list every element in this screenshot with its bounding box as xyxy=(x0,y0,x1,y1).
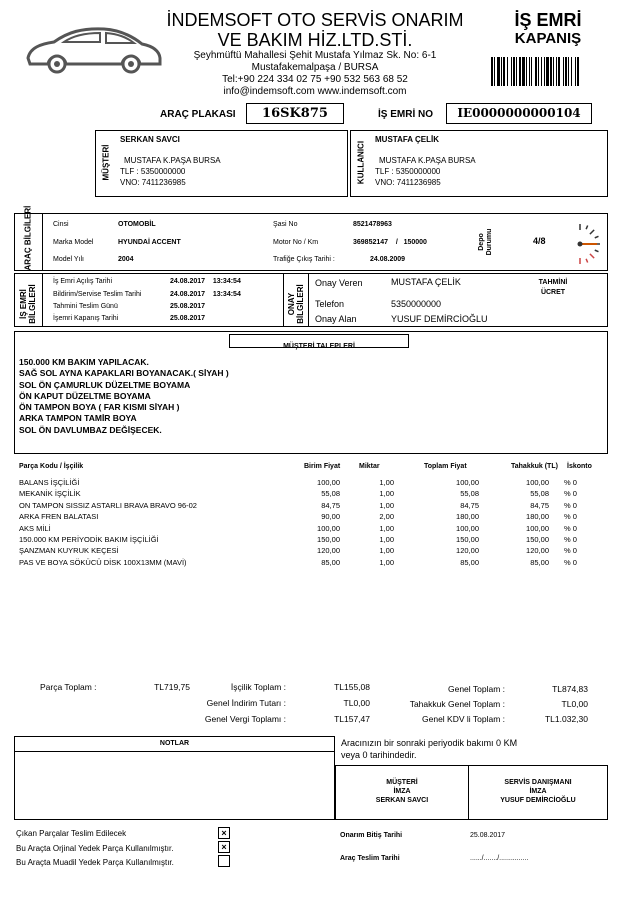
user-phone: TLF : 5350000000 xyxy=(375,167,441,176)
job-box xyxy=(14,273,608,327)
check-label-1: Çıkan Parçalar Teslim Edilecek xyxy=(16,829,127,838)
fuel-label-1: Depo xyxy=(478,233,485,251)
table-cell: 1,00 xyxy=(379,557,394,567)
table-cell: ARKA FREN BALATASI xyxy=(19,512,99,522)
motor-value: 369852147 / 150000 xyxy=(353,239,427,246)
table-cell: 150.000 KM PERİYODİK BAKIM İŞÇİLİĞİ xyxy=(19,535,159,544)
cins-value: OTOMOBİL xyxy=(118,221,156,228)
fuel-label xyxy=(478,222,494,262)
company-name-2: VE BAKIM HİZ.LTD.STİ. xyxy=(217,30,413,50)
table-cell: 150,00 xyxy=(526,535,549,544)
handover-date-label: Araç Teslim Tarihi xyxy=(340,855,400,862)
gauge-tick xyxy=(586,226,588,230)
notes-title: NOTLAR xyxy=(159,740,190,747)
barcode-bar xyxy=(568,57,569,86)
barcode-bar xyxy=(575,57,576,86)
table-cell: 100,00 xyxy=(526,523,549,533)
parts-header-cell: Parça Kodu / İşçilik xyxy=(19,463,84,470)
table-cell: 120,00 xyxy=(456,546,479,556)
next-service-1: Aracınızın bir sonraki periyodik bakımı 0 KM xyxy=(341,738,518,748)
table-cell: 85,00 xyxy=(460,557,479,567)
user-address: MUSTAFA K.PAŞA BURSA xyxy=(379,156,476,165)
table-cell: 150,00 xyxy=(317,535,340,544)
table-cell: 55,08 xyxy=(321,489,340,499)
table-cell: 84,75 xyxy=(460,500,479,510)
table-cell: MEKANİK İŞÇİLİK xyxy=(19,489,81,499)
customer-sign-box xyxy=(335,765,469,820)
barcode-bar xyxy=(550,57,552,86)
barcode-bar xyxy=(507,57,508,86)
traffic-value: 24.08.2009 xyxy=(370,256,406,263)
table-cell: 1,00 xyxy=(379,489,394,499)
table-cell: % 0 xyxy=(564,523,577,533)
plate-label: ARAÇ PLAKASI xyxy=(160,109,236,120)
table-cell: % 0 xyxy=(564,512,577,522)
request-line: SOL ÖN ÇAMURLUK DÜZELTME BOYAMA xyxy=(19,379,191,390)
table-cell: % 0 xyxy=(564,546,577,556)
company-web: info@indemsoft.com www.indemsoft.com xyxy=(223,86,407,97)
order-no-box xyxy=(446,103,592,124)
finish-date-label: Onarım Bitiş Tarihi xyxy=(340,832,403,839)
customer-side-label: MÜŞTERİ xyxy=(101,144,111,181)
table-cell: 85,00 xyxy=(530,557,549,567)
table-cell: % 0 xyxy=(564,557,577,567)
gauge-tick xyxy=(590,230,594,234)
table-cell: ON TAMPON SISSIZ ASTARLI BRAVA BRAVO 96-02 xyxy=(19,500,197,510)
barcode-bar xyxy=(494,57,495,86)
marka-value: HYUNDAİ ACCENT xyxy=(118,239,181,246)
table-cell: 120,00 xyxy=(526,546,549,556)
table-cell: 100,00 xyxy=(456,523,479,533)
vehicle-box xyxy=(14,205,608,271)
table-cell: PAS VE BOYA SÖKÜCÜ DİSK 100X13MM (MAVİ) xyxy=(19,557,187,567)
barcode-bar xyxy=(538,57,539,86)
estimated-date-label: Tahmini Teslim Günü xyxy=(53,303,118,310)
totals xyxy=(0,680,628,730)
barcode-bar xyxy=(558,57,560,86)
table-row xyxy=(14,558,608,569)
table-cell: 85,00 xyxy=(321,557,340,567)
check-box-3[interactable] xyxy=(218,855,230,867)
parts-header-cell: İskonto xyxy=(567,463,592,470)
gauge-tick xyxy=(595,236,599,238)
approval-taker-label: Onay Alan xyxy=(315,314,357,324)
barcode-bar xyxy=(516,57,517,86)
user-vno: VNO: 7411236985 xyxy=(375,178,441,187)
barcode-bar xyxy=(531,57,532,86)
customer-name: SERKAN SAVCI xyxy=(120,135,180,144)
table-cell: % 0 xyxy=(564,478,577,487)
request-line: ÖN KAPUT DÜZELTME BOYAMA xyxy=(19,390,151,401)
chassis-value: 8521478963 xyxy=(353,221,392,228)
barcode-bar xyxy=(529,57,530,86)
parts-header-cell: Miktar xyxy=(359,463,380,470)
barcode-bar xyxy=(565,57,567,86)
table-cell: ŞANZMAN KUYRUK KEÇESİ xyxy=(19,546,119,556)
parts-header-cell: Tahakkuk (TL) xyxy=(511,463,558,470)
approval-phone-value: 5350000000 xyxy=(391,299,442,309)
table-cell: 84,75 xyxy=(321,500,340,510)
request-line: ÖN TAMPON BOYA ( FAR KISMI SİYAH ) xyxy=(19,402,180,413)
accrual-total-label: Tahakkuk Genel Toplam : xyxy=(409,699,505,709)
tax-total-label: Genel Vergi Toplamı : xyxy=(204,714,286,724)
table-cell: 2,00 xyxy=(379,512,394,522)
requests-title xyxy=(229,334,409,348)
check-label-3: Bu Araçta Muadil Yedek Parça Kullanılmıştır. xyxy=(16,858,174,867)
barcode-bar xyxy=(522,57,525,86)
company-city: Mustafakemalpaşa / BURSA xyxy=(251,62,379,73)
plate-box xyxy=(246,103,344,124)
labor-total-value: TL155,08 xyxy=(334,682,370,692)
table-cell: 100,00 xyxy=(526,478,549,487)
year-value: 2004 xyxy=(118,256,134,263)
chassis-label: Şasi No xyxy=(273,221,298,228)
delivery-date-label: Bildirim/Servise Teslim Tarihi xyxy=(53,291,142,298)
gauge-tick xyxy=(595,250,599,252)
table-row xyxy=(14,478,608,489)
barcode-bar xyxy=(563,57,564,86)
close-date-value: 25.08.2017 xyxy=(170,315,206,322)
check-label-2: Bu Araçta Orjinal Yedek Parça Kullanılmıştır. xyxy=(16,844,174,853)
parts-header xyxy=(14,463,608,474)
labor-total-label: İşçilik Toplam : xyxy=(230,682,286,692)
user-box xyxy=(350,130,608,197)
table-cell: 55,08 xyxy=(460,489,479,499)
barcode-bar xyxy=(511,57,512,86)
table-cell: 1,00 xyxy=(379,500,394,510)
table-cell: 90,00 xyxy=(321,512,340,522)
customer-sign-label: İMZA xyxy=(393,788,411,795)
table-row xyxy=(14,546,608,557)
barcode-bar xyxy=(519,57,521,86)
advisor-sign-label: İMZA xyxy=(529,788,547,795)
request-line: SAĞ SOL AYNA KAPAKLARI BOYANACAK.( SİYAH ) xyxy=(19,368,229,379)
customer-box xyxy=(95,130,348,197)
barcode xyxy=(490,57,605,86)
barcode-bar xyxy=(535,57,537,86)
table-cell: 1,00 xyxy=(379,478,394,487)
request-line: ARKA TAMPON TAMİR BOYA xyxy=(19,413,137,424)
customer-sign-name: SERKAN SAVCI xyxy=(375,797,429,804)
table-cell: 180,00 xyxy=(526,512,549,522)
customer-address: MUSTAFA K.PAŞA BURSA xyxy=(124,156,221,165)
finish-date-value: 25.08.2017 xyxy=(470,832,506,839)
motor-label: Motor No / Km xyxy=(273,239,319,246)
fuel-gauge-icon xyxy=(555,217,605,267)
vat-total-value: TL1.032,30 xyxy=(544,714,588,724)
parts-total-value: TL719,75 xyxy=(154,682,190,692)
table-cell: % 0 xyxy=(564,500,577,510)
doc-subtitle: KAPANIŞ xyxy=(514,30,582,47)
table-row xyxy=(14,489,608,500)
barcode-bar xyxy=(501,57,502,86)
barcode-bar xyxy=(553,57,554,86)
year-label: Model Yılı xyxy=(53,256,84,263)
barcode-bar xyxy=(513,57,515,86)
table-row xyxy=(14,501,608,512)
gauge-tick xyxy=(590,254,594,258)
requests-box xyxy=(14,331,608,454)
cins-label: Cinsi xyxy=(53,221,69,228)
user-name: MUSTAFA ÇELİK xyxy=(375,135,439,144)
parts-table xyxy=(14,463,608,583)
open-date-value: 24.08.2017 13:34:54 xyxy=(170,278,241,285)
discount-label: Genel İndirim Tutarı : xyxy=(206,698,286,708)
table-cell: AKS MİLİ xyxy=(19,523,51,533)
plate-value: 16SK875 xyxy=(262,106,328,121)
table-cell: 1,00 xyxy=(379,523,394,533)
table-cell: BALANS İŞÇİLİĞİ xyxy=(19,478,80,487)
advisor-sign-title: SERVİS DANIŞMANI xyxy=(504,779,572,786)
estimate-label-2: ÜCRET xyxy=(540,289,566,296)
tax-total-value: TL157,47 xyxy=(334,714,370,724)
customer-phone: TLF : 5350000000 xyxy=(120,167,186,176)
company-address: Şeyhmüftü Mahallesi Şehit Mustafa Yılmaz Sk. No: 6-1 xyxy=(193,50,437,61)
request-line: 150.000 KM BAKIM YAPILACAK. xyxy=(19,357,149,367)
parts-header-cell: Toplam Fiyat xyxy=(424,463,467,470)
approver-value: MUSTAFA ÇELİK xyxy=(391,277,461,287)
table-cell: 100,00 xyxy=(317,478,340,487)
check-box-2[interactable]: × xyxy=(218,841,230,853)
advisor-sign-box xyxy=(468,765,608,820)
table-cell: % 0 xyxy=(564,489,577,499)
table-cell: 100,00 xyxy=(456,478,479,487)
barcode-bar xyxy=(541,57,542,86)
user-side-label: KULLANICI xyxy=(356,140,366,185)
parts-total-label: Parça Toplam : xyxy=(40,682,97,692)
grand-total-value: TL874,83 xyxy=(552,684,588,694)
job-side-label: İŞ EMRİ BİLGİLERİ xyxy=(19,284,37,324)
delivery-date-value: 24.08.2017 13:34:54 xyxy=(170,291,241,298)
order-no-label: İŞ EMRİ NO xyxy=(378,109,434,120)
order-no-value: IE0000000000104 xyxy=(457,106,581,120)
barcode-bar xyxy=(497,57,500,86)
advisor-sign-name: YUSUF DEMİRCİOĞLU xyxy=(500,797,576,804)
fuel-label-2: Durumu xyxy=(486,228,493,256)
vehicle-side-label: ARAÇ BİLGİLERİ xyxy=(23,205,33,271)
table-row xyxy=(14,512,608,523)
barcode-bar xyxy=(491,57,493,86)
requests-list xyxy=(19,357,229,436)
company-name: İNDEMSOFT OTO SERVİS ONARIM xyxy=(166,10,464,30)
accrual-total-value: TL0,00 xyxy=(561,699,588,709)
barcode-bar xyxy=(546,57,549,86)
table-cell: 120,00 xyxy=(317,546,340,556)
customer-sign-title: MÜŞTERİ xyxy=(386,779,418,786)
table-cell: 150,00 xyxy=(456,535,479,544)
check-box-1[interactable]: × xyxy=(218,827,230,839)
table-cell: 55,08 xyxy=(530,489,549,499)
table-cell: 100,00 xyxy=(317,523,340,533)
table-row xyxy=(14,535,608,546)
barcode-bar xyxy=(544,57,545,86)
barcode-bar xyxy=(503,57,505,86)
gauge-hub xyxy=(578,242,583,247)
gauge-tick xyxy=(586,259,588,263)
table-row xyxy=(14,524,608,535)
discount-value: TL0,00 xyxy=(343,698,370,708)
handover-date-value: ....../......./............... xyxy=(470,855,529,862)
barcode-bar xyxy=(577,57,579,86)
open-date-label: İş Emri Açılış Tarihi xyxy=(53,278,112,285)
estimate-label-1: TAHMİNİ xyxy=(538,279,568,286)
table-cell: % 0 xyxy=(564,535,577,544)
traffic-label: Trafiğe Çıkış Tarihi : xyxy=(273,256,335,263)
table-cell: 84,75 xyxy=(530,500,549,510)
notes-box xyxy=(14,736,335,820)
barcode-bar xyxy=(556,57,557,86)
vat-total-label: Genel KDV li Toplam : xyxy=(422,714,505,724)
customer-vno: VNO: 7411236985 xyxy=(120,178,186,187)
estimated-date-value: 25.08.2017 xyxy=(170,303,206,310)
barcode-bar xyxy=(571,57,572,86)
close-date-label: İşemri Kapanış Tarihi xyxy=(53,315,119,322)
request-line: SOL ÖN DAVLUMBAZ DEĞİŞECEK. xyxy=(19,424,162,435)
grand-total-label: Genel Toplam : xyxy=(447,684,505,694)
car-logo-icon xyxy=(20,18,165,80)
doc-title: İŞ EMRİ xyxy=(514,10,582,30)
company-phone: Tel:+90 224 334 02 75 +90 532 563 68 52 xyxy=(222,74,408,85)
table-cell: 1,00 xyxy=(379,546,394,556)
approval-phone-label: Telefon xyxy=(315,299,345,309)
next-service-2: veya 0 tarihindedir. xyxy=(341,750,417,760)
parts-header-cell: Birim Fiyat xyxy=(304,463,341,470)
barcode-bar xyxy=(526,57,527,86)
approver-label: Onay Veren xyxy=(315,278,363,288)
approval-side-label: ONAY BİLGİLERİ xyxy=(287,284,305,324)
fuel-value: 4/8 xyxy=(533,236,546,246)
approval-taker-value: YUSUF DEMİRCİOĞLU xyxy=(391,314,488,324)
table-cell: 1,00 xyxy=(379,535,394,544)
requests-title-text: MÜŞTERİ TALEPLERİ xyxy=(283,343,355,350)
marka-label: Marka Model xyxy=(53,239,94,246)
table-cell: 180,00 xyxy=(456,512,479,522)
